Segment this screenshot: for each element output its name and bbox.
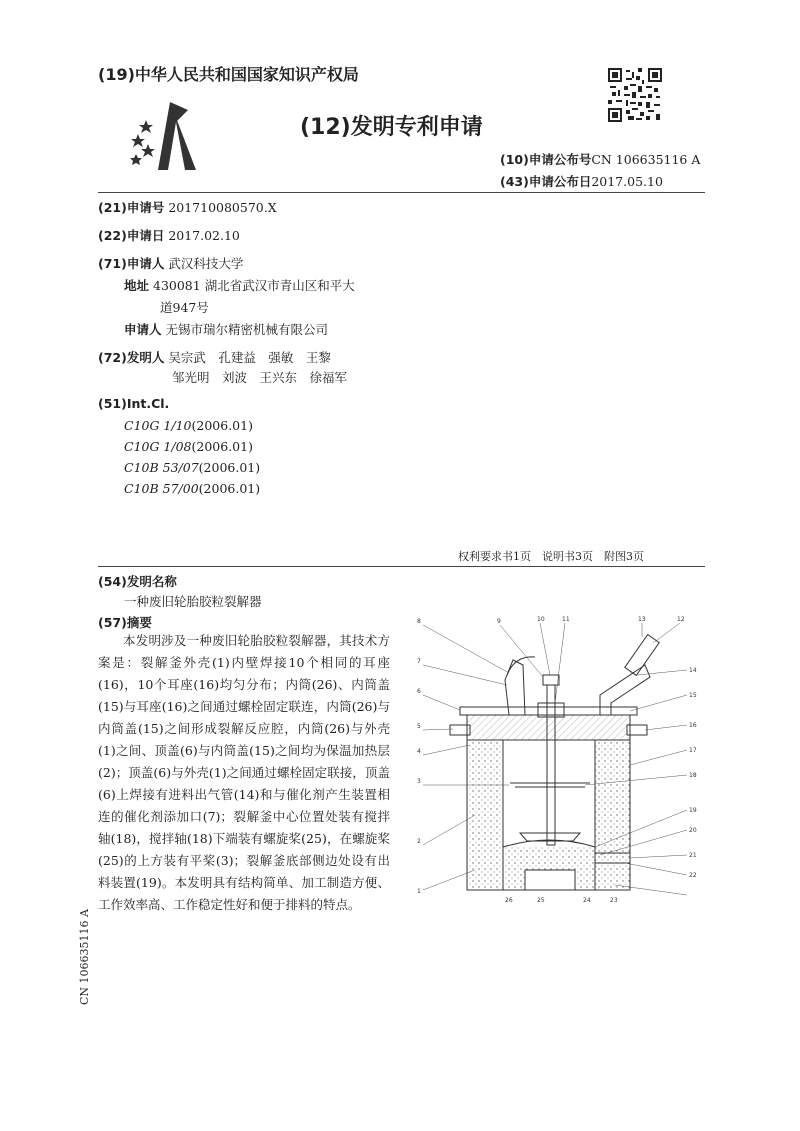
svg-text:13: 13 [638,616,646,623]
svg-text:21: 21 [689,852,697,859]
abstract-text [98,630,390,916]
pages-info: 权利要求书1页 说明书3页 附图3页 [458,550,644,563]
qr-code [608,68,662,122]
classification: C10G 1/10(2006.01) [124,418,253,433]
svg-text:18: 18 [689,772,697,779]
svg-text:11: 11 [562,616,570,623]
side-text: CN 106635116 A [78,909,91,1005]
side-publication-number [76,895,94,1005]
publication-number: (10)申请公布号CN 106635116 A [500,152,701,167]
svg-text:10: 10 [537,616,545,623]
svg-text:1: 1 [417,888,421,895]
technical-drawing [405,615,705,907]
svg-text:17: 17 [689,747,697,754]
svg-text:16: 16 [689,722,697,729]
abstract-label: (57)摘要 [98,615,152,630]
address: 地址 430081 湖北省武汉市青山区和平大 [124,278,355,293]
svg-text:15: 15 [689,692,697,699]
divider [98,566,705,567]
svg-text:6: 6 [417,688,421,695]
publication-date: (43)申请公布日2017.05.10 [500,174,663,189]
svg-text:25: 25 [537,897,545,904]
applicant: (71)申请人 武汉科技大学 [98,256,244,271]
svg-text:3: 3 [417,778,421,785]
svg-text:26: 26 [505,897,513,904]
application-date: (22)申请日 2017.02.10 [98,228,240,243]
inventors: (72)发明人 吴宗武 孔建益 强敏 王黎 [98,350,331,365]
divider [98,192,705,193]
svg-text:12: 12 [677,616,685,623]
classification: C10B 53/07(2006.01) [124,460,261,475]
inventors-line-2: 邹光明 刘波 王兴东 徐福军 [172,370,348,385]
document-type: (12)发明专利申请 [300,115,483,140]
svg-text:4: 4 [417,748,421,755]
office-name: (19)中华人民共和国国家知识产权局 [98,65,359,84]
co-applicant: 申请人 无锡市瑞尔精密机械有限公司 [124,322,329,337]
classification: C10G 1/08(2006.01) [124,439,253,454]
svg-text:14: 14 [689,667,697,674]
svg-text:9: 9 [497,618,501,625]
svg-text:7: 7 [417,658,421,665]
svg-text:20: 20 [689,827,697,834]
classification: C10B 57/00(2006.01) [124,481,261,496]
svg-text:5: 5 [417,723,421,730]
svg-text:2: 2 [417,838,421,845]
cnipa-logo [130,100,205,175]
svg-text:24: 24 [583,897,591,904]
svg-text:22: 22 [689,872,697,879]
application-number: (21)申请号 201710080570.X [98,200,277,215]
svg-text:23: 23 [610,897,618,904]
svg-text:8: 8 [417,618,421,625]
title-label: (54)发明名称 [98,574,177,589]
address-line-2: 道947号 [160,300,209,315]
abstract-paragraph: 本发明涉及一种废旧轮胎胶粒裂解器，其技术方案是：裂解釜外壳(1)内壁焊接10个相同的耳座(16)，10个耳座(16)均匀分布；内筒(26)、内筒盖(15)与耳座(16)之间通过螺栓固定联连，内筒(26)与内筒盖(15)之间形成裂解反应腔，内筒(26)与外壳(1)之间、顶盖(6)与内筒盖(15)之间均为保温加热层(2)；顶盖(6)与外壳(1)之间通过螺栓固定联接，顶盖(6)上焊接有进料出气管(14)和与催化剂产生装置相连的催化剂添加口(7)；裂解釜中心位置处装有搅拌轴(18)，搅拌轴(18)下端装有螺旋桨(25)，在螺旋桨(25)的上方装有平桨(3)；裂解釜底部侧边处设有出料装置(19)。本发明具有结构简单、加工制造方便、工作效率高、工作稳定性好和便于排料的特点。 [98,633,390,912]
int-cl-label: (51)Int.Cl. [98,396,170,411]
invention-title: 一种废旧轮胎胶粒裂解器 [124,594,262,609]
svg-text:19: 19 [689,807,697,814]
